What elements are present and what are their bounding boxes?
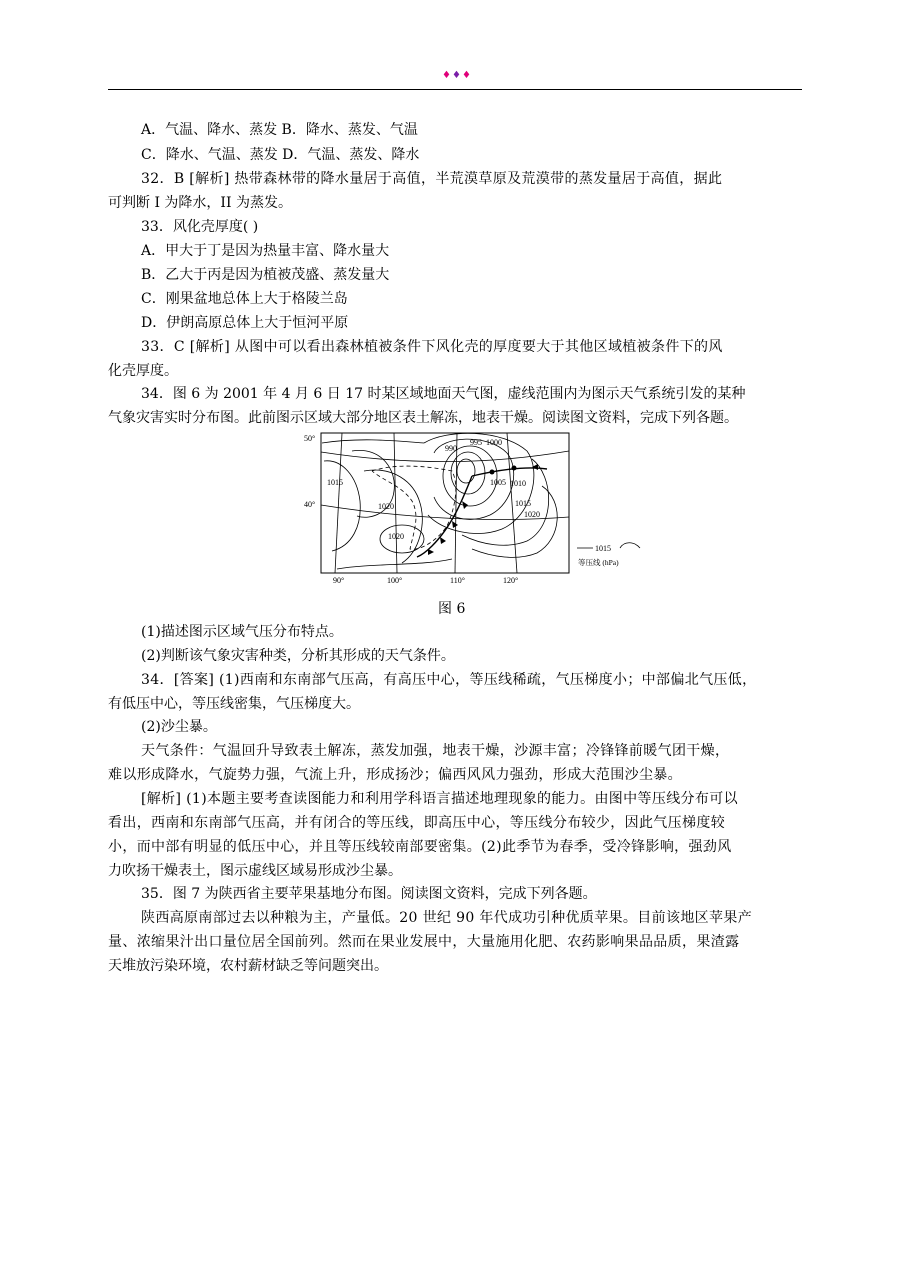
legend-value: 1015: [595, 544, 611, 553]
option-33-a: A．甲大于丁是因为热量丰富、降水量大: [141, 243, 390, 259]
warm-front-marker: [512, 466, 517, 471]
isobar-label-1010: 1010: [510, 479, 526, 488]
isobar-label-1005: 1005: [490, 478, 506, 487]
lon-label-120: 120°: [503, 576, 519, 585]
isobar-label-1015-west: 1020: [378, 502, 394, 511]
answer-32-line1: 32．B [解析] 热带森林带的降水量居于高值，半荒漠草原及荒漠带的蒸发量居于高值，据此: [141, 171, 723, 187]
subquestion-2: (2)判断该气象灾害种类，分析其形成的天气条件。: [141, 648, 455, 664]
answer-33-line1: 33．C [解析] 从图中可以看出森林植被条件下风化壳的厚度要大于其他区域植被条件下的风: [141, 339, 723, 355]
lat-label-50: 50°: [304, 434, 316, 443]
question-34-line2: 气象灾害实时分布图。此前图示区域大部分地区表土解冻，地表干燥。阅读图文资料，完成下列各题。: [108, 410, 738, 426]
passage-35-line1: 陕西高原南部过去以种粮为主，产量低。20 世纪 90 年代成功引种优质苹果。目前该地区苹果产: [141, 910, 753, 926]
cold-front-marker: [440, 537, 446, 544]
answer-32-line2: 可判断 I 为降水，II 为蒸发。: [108, 195, 292, 211]
isobar-label-1015-east: 1015: [515, 499, 531, 508]
analysis-34-line3: 小，而中部有明显的低压中心，并且等压线较南部要密集。(2)此季节为春季，受冷锋影响，强劲风: [108, 839, 732, 855]
analysis-34-line2: 看出，西南和东南部气压高，并有闭合的等压线，即高压中心，等压线分布较少，因此气压梯度较: [108, 815, 726, 831]
weather-conditions-line2: 难以形成降水，气旋势力强，气流上升，形成扬沙；偏西风风力强劲，形成大范围沙尘暴。: [108, 767, 682, 783]
isobar-label-1020-west: 1015: [327, 478, 343, 487]
lon-label-90: 90°: [333, 576, 345, 585]
weather-conditions-line1: 天气条件：气温回升导致表土解冻，蒸发加强，地表干燥，沙源丰富；冷锋锋前暖气团干燥，: [141, 743, 730, 759]
answer-34-line2: 有低压中心，等压线密集，气压梯度大。: [108, 696, 360, 712]
lat-label-40: 40°: [304, 500, 316, 509]
option-line-cd: C．降水、气温、蒸发 D．气温、蒸发、降水: [141, 147, 420, 163]
answer-34-line1: 34．[答案] (1)西南和东南部气压高，有高压中心，等压线稀疏，气压梯度小；中部偏北气压低，: [141, 672, 757, 688]
isobar-label-990: 990: [445, 444, 457, 453]
option-33-b: B．乙大于丙是因为植被茂盛、蒸发量大: [141, 267, 390, 283]
isobar-label-1000: 1000: [486, 438, 502, 447]
question-35: 35．图 7 为陕西省主要苹果基地分布图。阅读图文资料，完成下列各题。: [141, 886, 597, 902]
option-33-c: C．刚果盆地总体上大于格陵兰岛: [141, 291, 348, 307]
isobar-990: [457, 459, 475, 483]
question-34-line1: 34．图 6 为 2001 年 4 月 6 日 17 时某区域地面天气图，虚线范围内为图示天气系统引发的某种: [141, 386, 746, 402]
passage-35-line2: 量、浓缩果汁出口量位居全国前列。然而在果业发展中，大量施用化肥、农药影响果品品质，果渣露: [108, 934, 740, 950]
meridian-110: [455, 433, 457, 573]
cold-front-marker: [452, 521, 458, 528]
answer-33-line2: 化壳厚度。: [108, 363, 178, 379]
answer-34-part2: (2)沙尘暴。: [141, 719, 217, 735]
option-line-ab: A．气温、降水、蒸发 B．降水、蒸发、气温: [141, 122, 418, 138]
question-33: 33．风化壳厚度( ): [141, 219, 259, 235]
isobar-north: [322, 440, 424, 443]
subquestion-1: (1)描述图示区域气压分布特点。: [141, 624, 343, 640]
cold-front-marker: [428, 549, 434, 555]
header-rule: [108, 89, 802, 90]
isobar-label-1020-east: 1020: [524, 510, 540, 519]
isobar-label-995: 995: [470, 438, 482, 447]
header-decoration: ♦♦♦: [442, 70, 472, 81]
lon-label-110: 110°: [450, 576, 465, 585]
isobar-label-1020-center: 1020: [388, 532, 404, 541]
lon-label-100: 100°: [387, 576, 403, 585]
analysis-34-line4: 力吹扬干燥表土，图示虚线区域易形成沙尘暴。: [108, 863, 402, 879]
weather-map: [302, 431, 644, 590]
passage-35-line3: 天堆放污染环境，农村薪材缺乏等问题突出。: [108, 958, 388, 974]
legend-label: 等压线 (hPa): [578, 558, 619, 567]
option-33-d: D．伊朗高原总体上大于恒河平原: [141, 315, 349, 331]
isobar-south: [337, 559, 452, 569]
analysis-34-line1: [解析] (1)本题主要考查读图能力和利用学科语言描述地理现象的能力。由图中等压线分布可以: [141, 791, 738, 807]
map-frame: [321, 433, 569, 573]
warm-front-marker: [490, 470, 495, 475]
figure-caption: 图 6: [438, 601, 466, 617]
